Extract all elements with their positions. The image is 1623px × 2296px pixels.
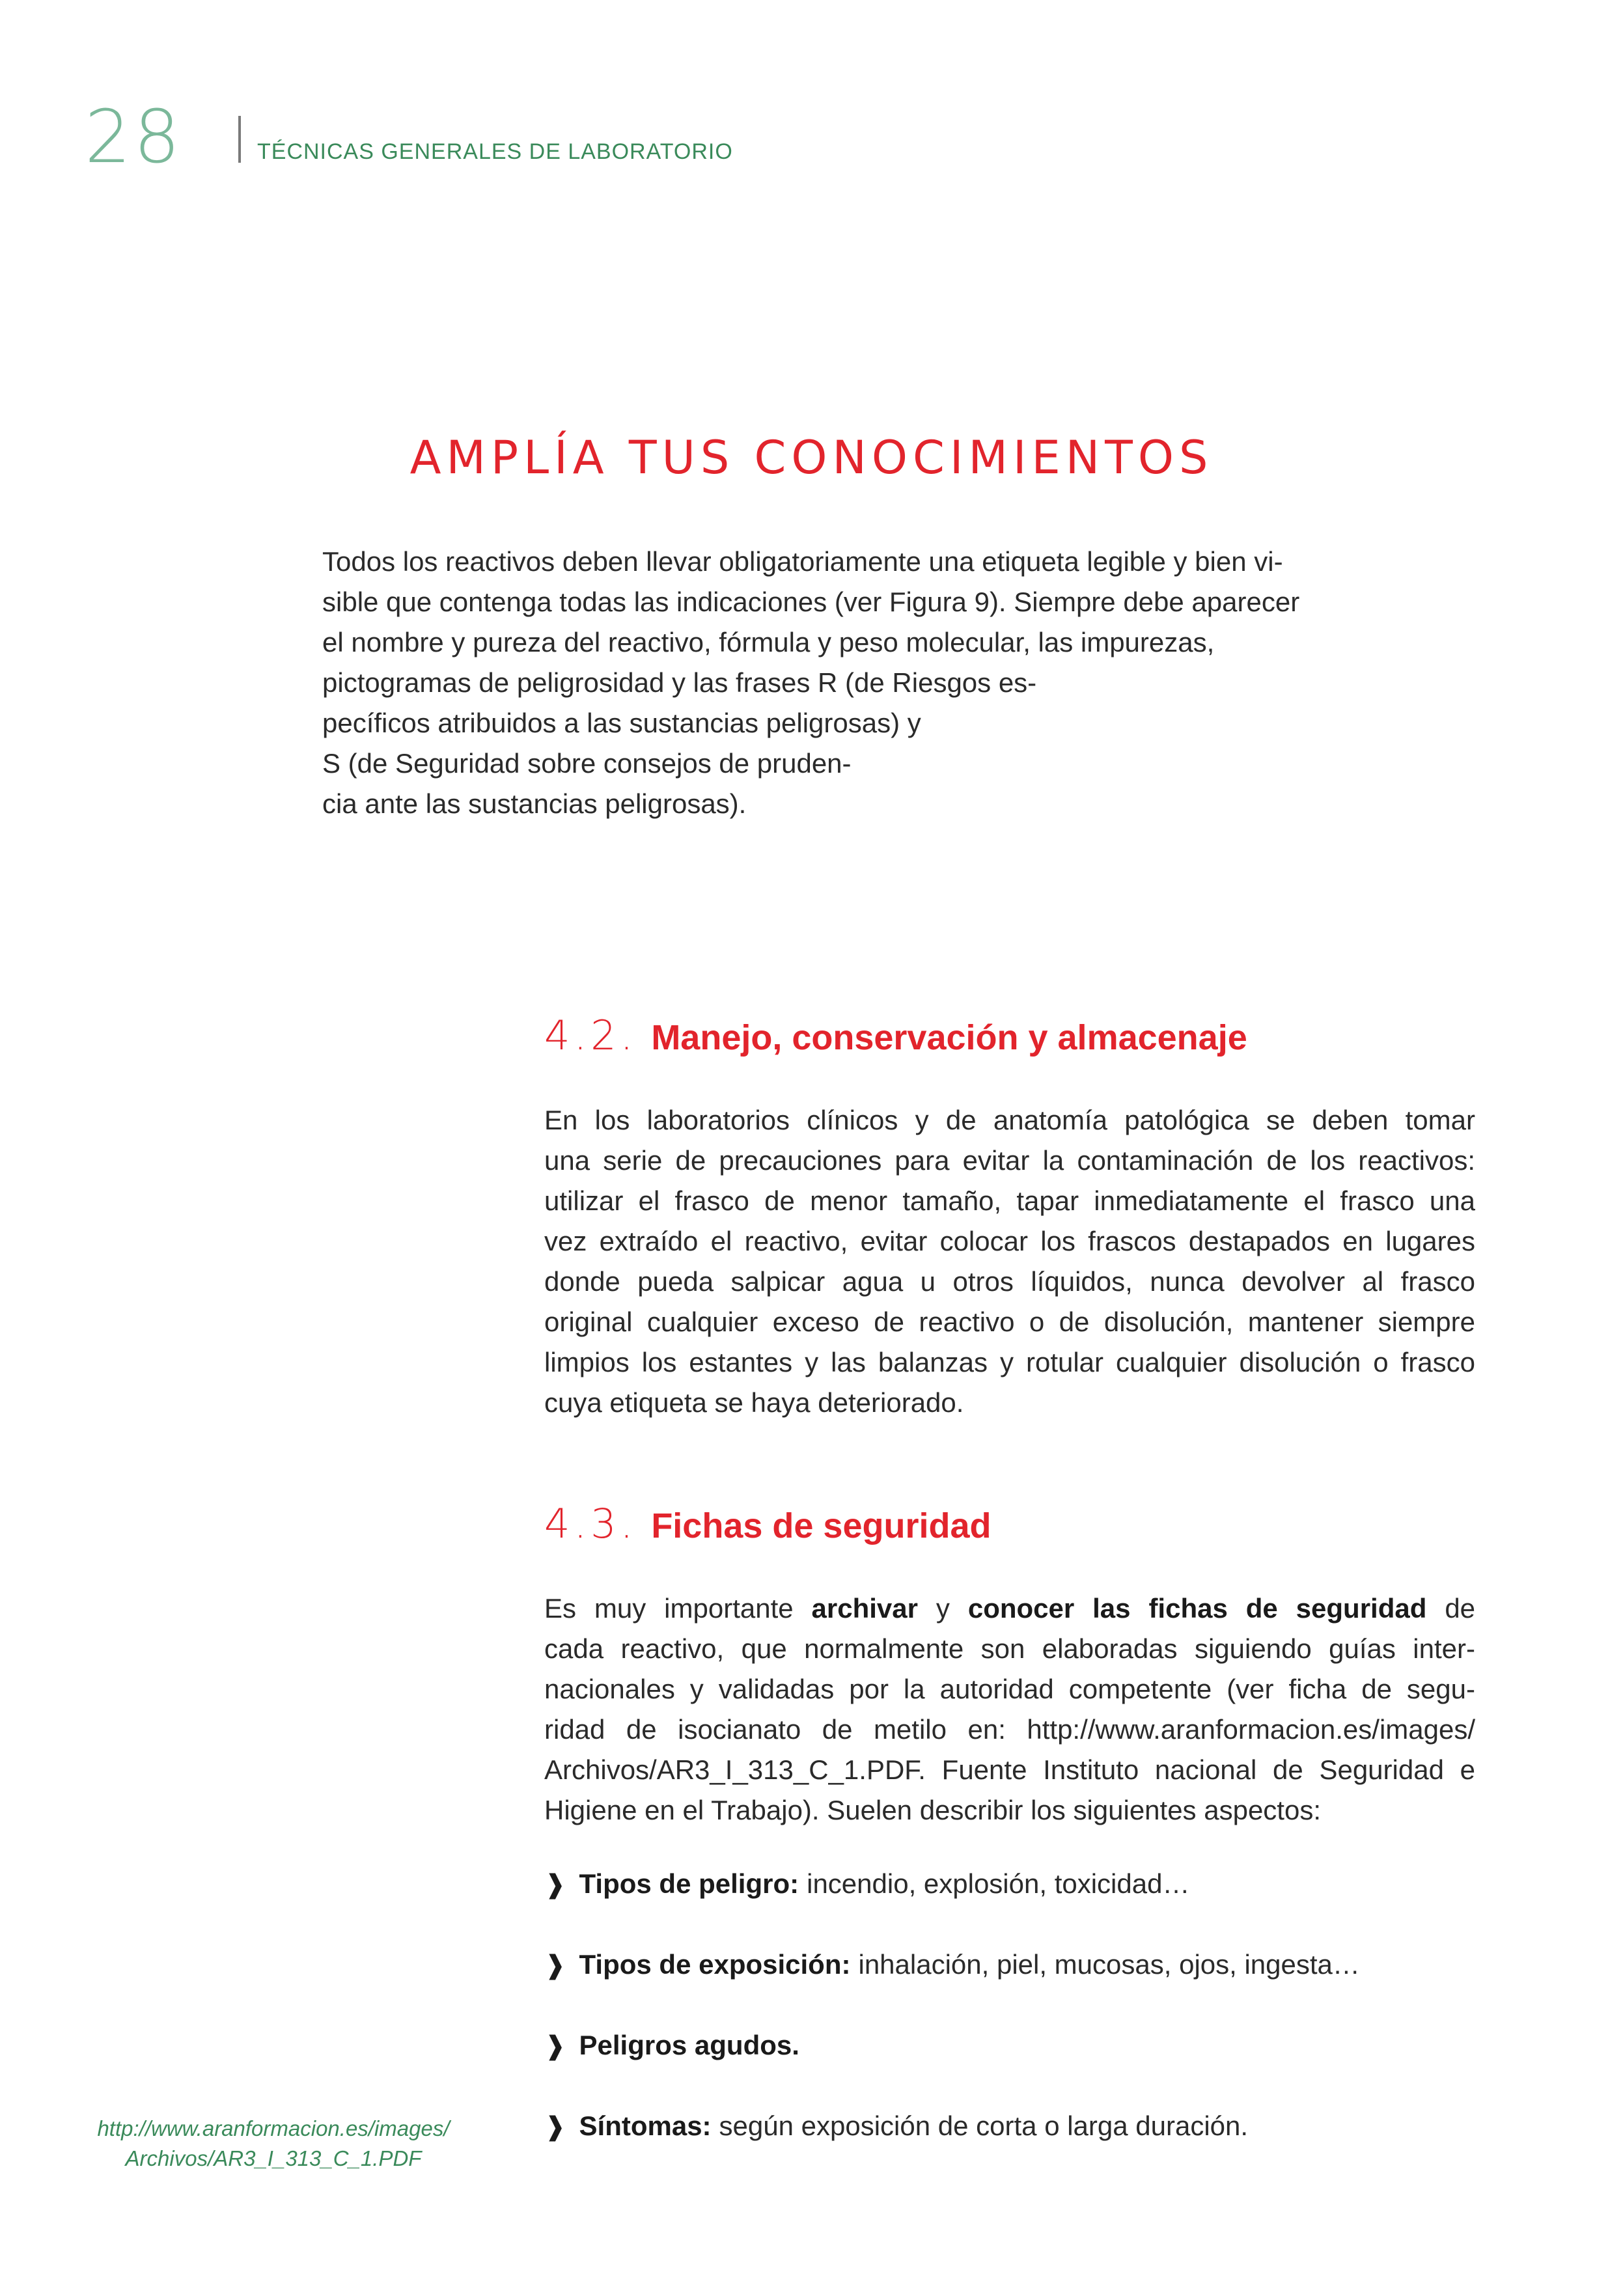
margin-note-line: http://www.aranformacion.es/images/ [97, 2116, 450, 2140]
bullet-chevron-icon: ❱ [544, 1951, 566, 1980]
section-4-3-heading [544, 1500, 992, 1547]
bullet-chevron-icon: ❱ [544, 2032, 566, 2060]
intro-bold-archivar: archivar [811, 1593, 918, 1624]
body-line: original cualquier exceso de reactivo o de disolución, mantener siempre [544, 1307, 1475, 1337]
body-line: una serie de precauciones para evitar la contaminación de los reactivos: [544, 1145, 1475, 1176]
bullet-text: incendio, explosión, toxicidad… [807, 1868, 1190, 1899]
section-title: Fichas de seguridad [651, 1506, 992, 1545]
page-number: 28 [85, 95, 183, 180]
bullet-label: Tipos de exposición: [579, 1949, 851, 1980]
section-number: 4.3. [544, 1500, 637, 1547]
body-line: vez extraído el reactivo, evitar colocar los frascos destapados en lugares [544, 1226, 1475, 1256]
body-line: donde pueda salpicar agua u otros líquidos, nunca devolver al frasco [544, 1266, 1475, 1297]
margin-note-line: Archivos/AR3_I_313_C_1.PDF [125, 2146, 422, 2170]
header-divider [238, 116, 241, 163]
bullet-text: inhalación, piel, mucosas, ojos, ingesta… [858, 1949, 1360, 1980]
body-line-with-url[interactable]: ridad de isocianato de metilo en: http://www.aranformacion.es/images/ [544, 1714, 1475, 1745]
intro-post: de [1445, 1593, 1476, 1624]
box-text-line: el nombre y pureza del reactivo, fórmula y peso molecular, las impurezas, [322, 627, 1215, 657]
box-text-line: sible que contenga todas las indicaciones (ver Figura 9). Siempre debe aparecer [322, 587, 1300, 617]
body-line: Higiene en el Trabajo). Suelen describir los siguientes aspectos: [544, 1795, 1322, 1825]
box-text [322, 542, 1299, 824]
box-text-line: cia ante las sustancias peligrosas). [322, 788, 747, 819]
section-4-2-heading [544, 1012, 1247, 1059]
section-4-3-body [544, 1588, 1475, 1831]
body-line: nacionales y validadas por la autoridad competente (ver ficha de segu- [544, 1674, 1475, 1704]
body-line: utilizar el frasco de menor tamaño, tapar inmediatamente el frasco una [544, 1185, 1475, 1216]
intro-bold-fichas: conocer las fichas de seguridad [967, 1593, 1427, 1624]
bullet-label: Síntomas: [579, 2110, 712, 2141]
box-text-line: Todos los reactivos deben llevar obligatoriamente una etiqueta legible y bien vi- [322, 546, 1283, 577]
bullet-chevron-icon: ❱ [544, 1870, 566, 1899]
body-line-intro [544, 1588, 1475, 1629]
box-text-line: S (de Seguridad sobre consejos de pruden- [322, 748, 852, 779]
body-line: En los laboratorios clínicos y de anatomía patológica se deben tomar [544, 1105, 1475, 1135]
bullet-text: según exposición de corta o larga duración. [719, 2110, 1249, 2141]
box-text-line: pictogramas de peligrosidad y las frases R (de Riesgos es- [322, 667, 1037, 698]
body-line: cada reactivo, que normalmente son elaboradas siguiendo guías inter- [544, 1633, 1475, 1664]
bullet-item [544, 2032, 807, 2059]
margin-note-link[interactable] [78, 2114, 469, 2174]
intro-mid: y [936, 1593, 950, 1624]
section-4-2-body [544, 1100, 1475, 1423]
running-title: TÉCNICAS GENERALES DE LABORATORIO [257, 139, 733, 164]
section-title: Manejo, conservación y almacenaje [651, 1018, 1247, 1057]
body-line: limpios los estantes y las balanzas y rotular cualquier disolución o frasco [544, 1347, 1475, 1377]
bullet-item [544, 2112, 1248, 2140]
body-line: cuya etiqueta se haya deteriorado. [544, 1387, 964, 1418]
box-text-line: pecíficos atribuidos a las sustancias peligrosas) y [322, 708, 921, 738]
bullet-chevron-icon: ❱ [544, 2112, 566, 2141]
bullet-label: Peligros agudos. [579, 2030, 799, 2060]
bullet-item [544, 1870, 1189, 1898]
section-number: 4.2. [544, 1012, 637, 1059]
bullet-label: Tipos de peligro: [579, 1868, 799, 1899]
body-line-with-url[interactable]: Archivos/AR3_I_313_C_1.PDF. Fuente Instituto nacional de Seguridad e [544, 1754, 1475, 1785]
bullet-item [544, 1951, 1360, 1978]
box-heading: AMPLÍA TUS CONOCIMIENTOS [409, 431, 1214, 484]
intro-pre: Es muy importante [544, 1593, 794, 1624]
